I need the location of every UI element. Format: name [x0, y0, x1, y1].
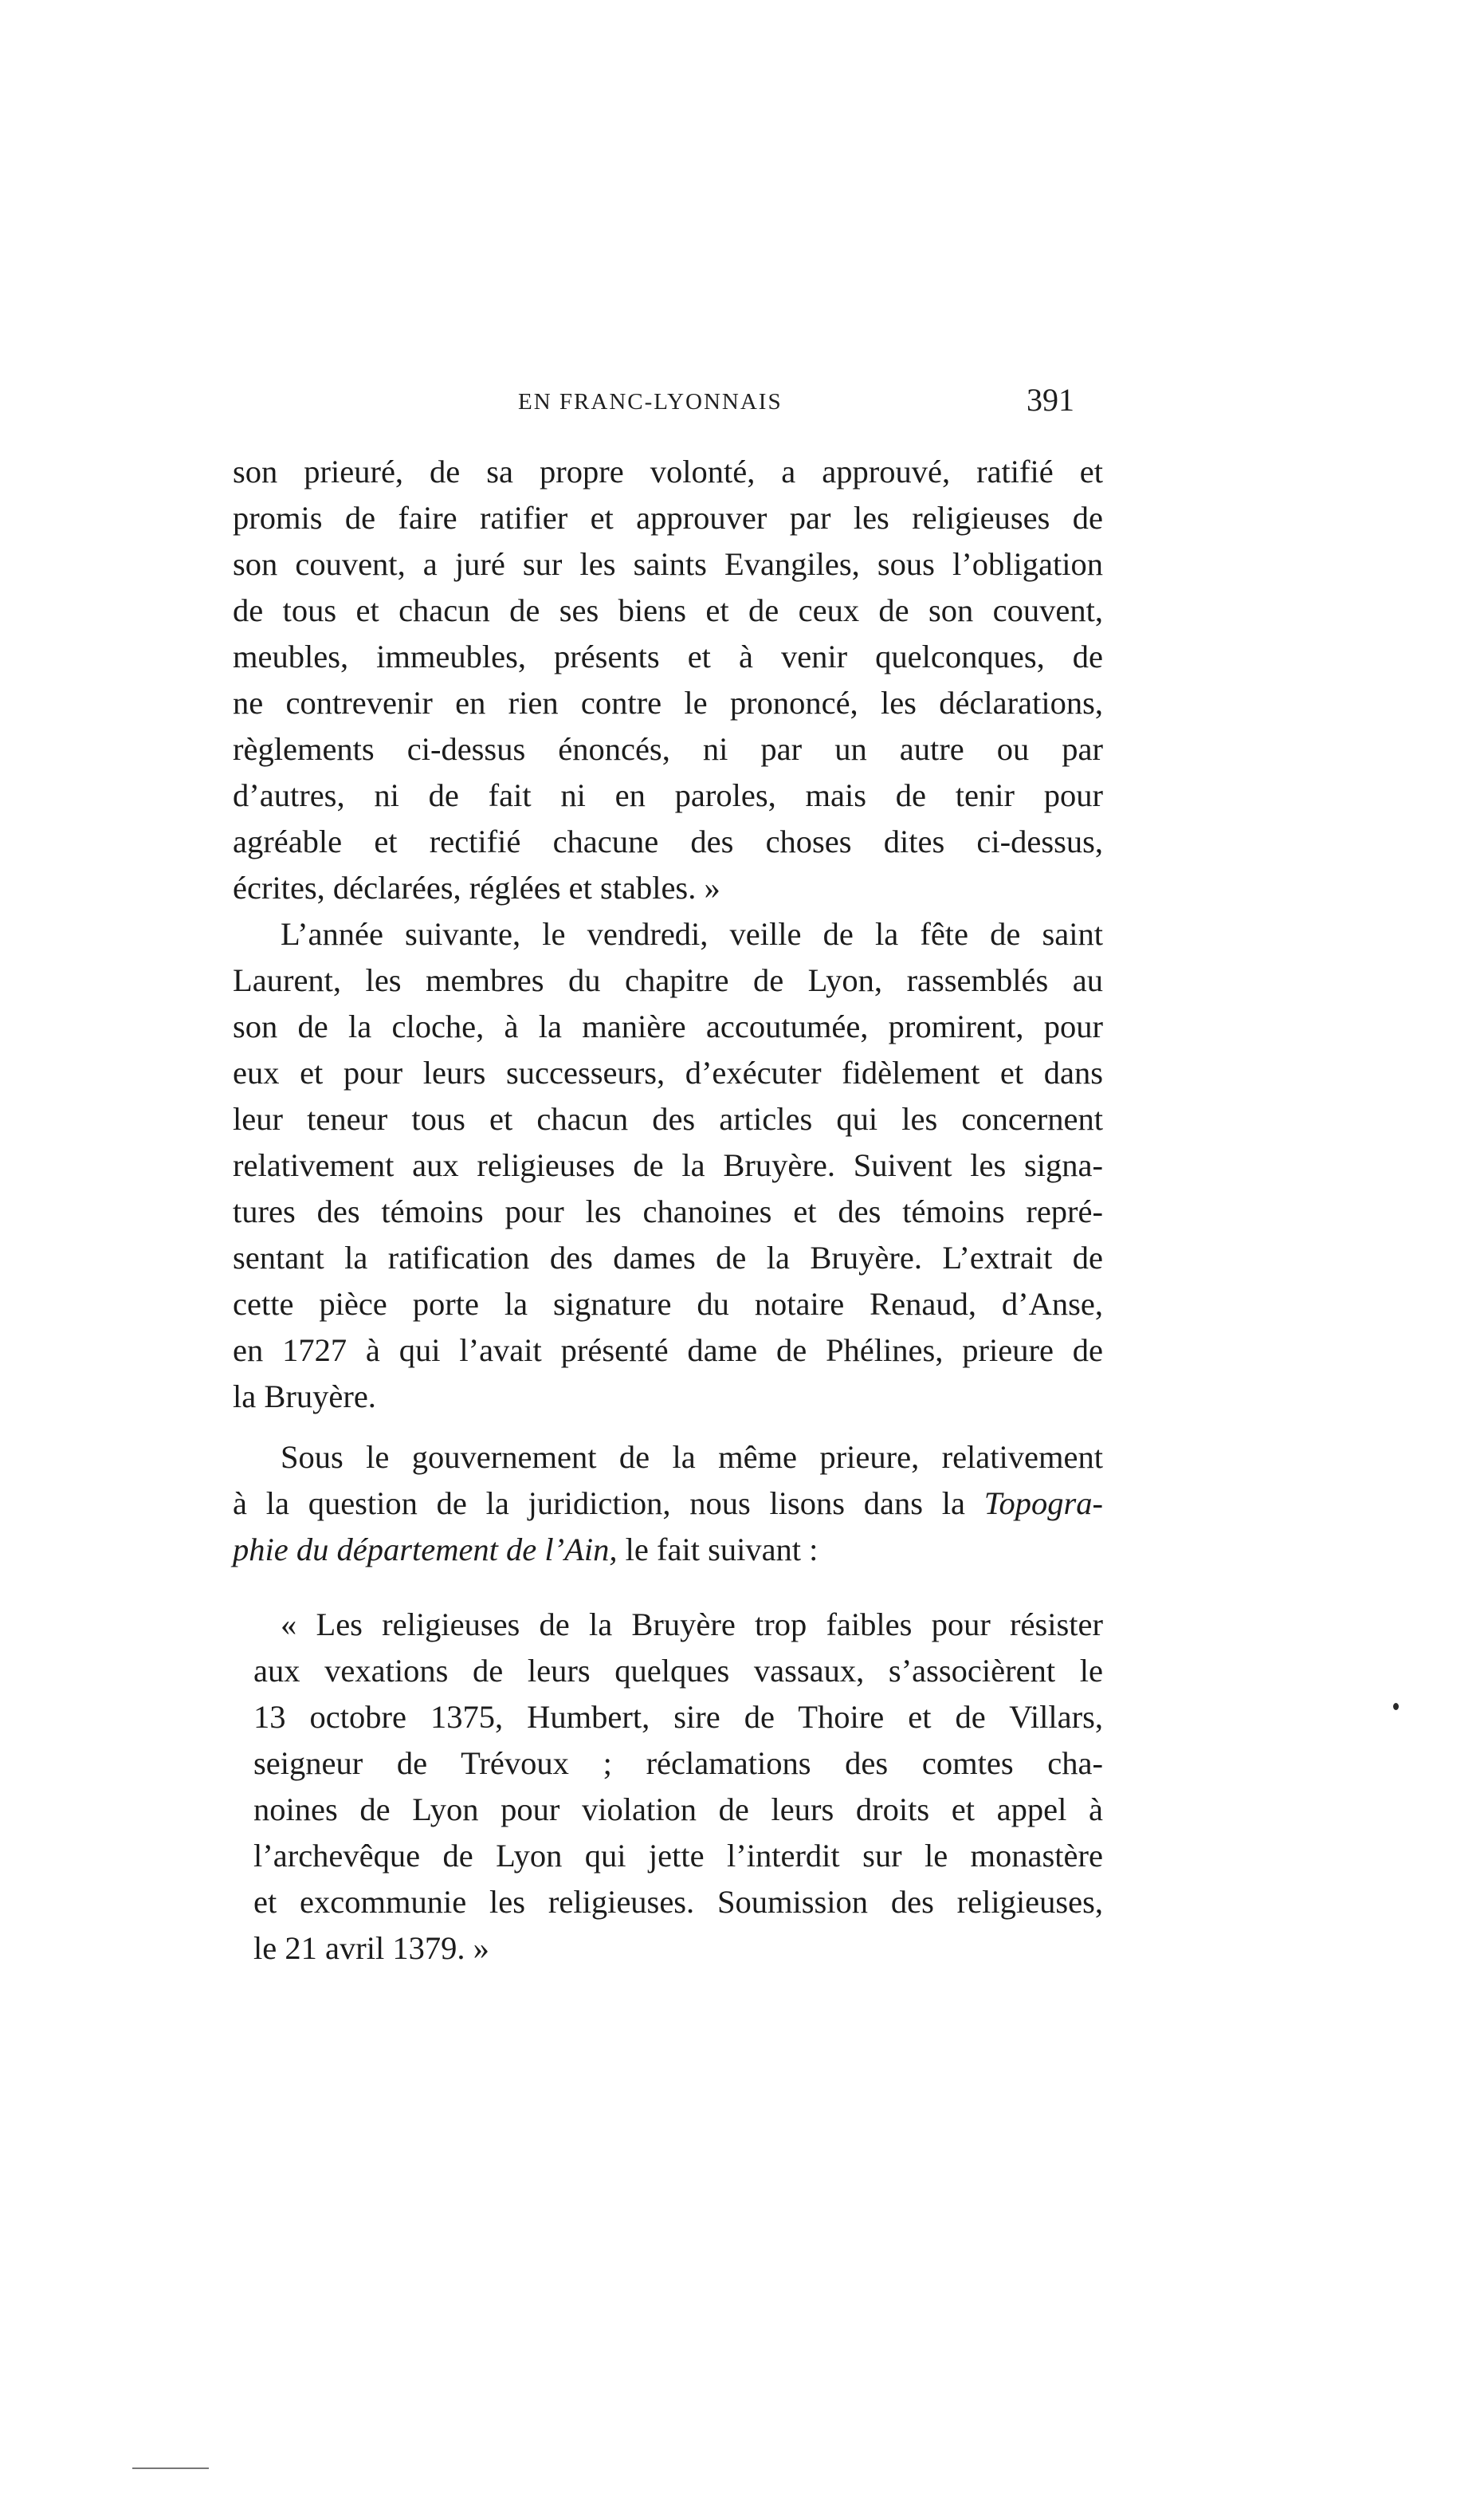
quote-line: le 21 avril 1379. » [253, 1930, 489, 1966]
scan-edge-mark [132, 2467, 209, 2469]
text-line: d’autres, ni de fait ni en paroles, mais de tenir pour [233, 777, 1103, 813]
quote-line: « Les religieuses de la Bruyère trop faibles pour résister [281, 1606, 1103, 1642]
text-line: Laurent, les membres du chapitre de Lyon, rassemblés au [233, 962, 1103, 998]
text-line: cette pièce porte la signature du notaire Renaud, d’Anse, [233, 1286, 1103, 1322]
quote-line: aux vexations de leurs quelques vassaux, s’associèrent le [253, 1653, 1103, 1689]
text-run: à la question de la juridiction, nous lisons dans la [233, 1485, 984, 1521]
text-line: relativement aux religieuses de la Bruyère. Suivent les signa- [233, 1147, 1103, 1183]
text-line: la Bruyère. [233, 1378, 376, 1414]
text-line: eux et pour leurs successeurs, d’exécuter fidèlement et dans [233, 1055, 1103, 1091]
text-line: de tous et chacun de ses biens et de ceux de son couvent, [233, 592, 1103, 628]
text-line: sentant la ratification des dames de la Bruyère. L’extrait de [233, 1240, 1103, 1276]
quote-line: l’archevêque de Lyon qui jette l’interdit sur le monastère [253, 1838, 1103, 1874]
text-line: tures des témoins pour les chanoines et des témoins repré- [233, 1193, 1103, 1229]
text-line [233, 1485, 1103, 1521]
text-line: son prieuré, de sa propre volonté, a approuvé, ratifié et [233, 454, 1103, 490]
text-line [233, 1534, 1103, 1567]
text-line: règlements ci-dessus énoncés, ni par un autre ou par [233, 731, 1103, 767]
text-line: agréable et rectifié chacune des choses dites ci-dessus, [233, 824, 1103, 859]
running-title: EN FRANC-LYONNAIS [518, 389, 783, 415]
quote-line: et excommunie les religieuses. Soumission des religieuses, [253, 1884, 1103, 1920]
italic-title-run: Topogra- [983, 1485, 1103, 1521]
italic-title-run: phie du département de l’Ain, [233, 1532, 618, 1567]
text-run: le fait suivant : [617, 1532, 819, 1567]
text-line: promis de faire ratifier et approuver par les religieuses de [233, 500, 1103, 536]
ink-speck [1393, 1703, 1399, 1710]
text-line: meubles, immeubles, présents et à venir quelconques, de [233, 639, 1103, 674]
quote-line: noines de Lyon pour violation de leurs droits et appel à [253, 1791, 1103, 1827]
text-line: leur teneur tous et chacun des articles qui les concernent [233, 1101, 1103, 1137]
page-number: 391 [1027, 382, 1074, 418]
text-line: son de la cloche, à la manière accoutumée, promirent, pour [233, 1009, 1103, 1044]
text-line: écrites, déclarées, réglées et stables. » [233, 870, 720, 906]
text-line: Sous le gouvernement de la même prieure, relativement [281, 1439, 1103, 1475]
text-line: en 1727 à qui l’avait présenté dame de Phélines, prieure de [233, 1332, 1103, 1368]
text-line: son couvent, a juré sur les saints Evangiles, sous l’obligation [233, 546, 1103, 582]
quote-line: seigneur de Trévoux ; réclamations des comtes cha- [253, 1745, 1103, 1781]
text-line: L’année suivante, le vendredi, veille de la fête de saint [281, 916, 1103, 952]
text-line: ne contrevenir en rien contre le prononcé, les déclarations, [233, 685, 1103, 721]
quote-line: 13 octobre 1375, Humbert, sire de Thoire et de Villars, [253, 1699, 1103, 1735]
